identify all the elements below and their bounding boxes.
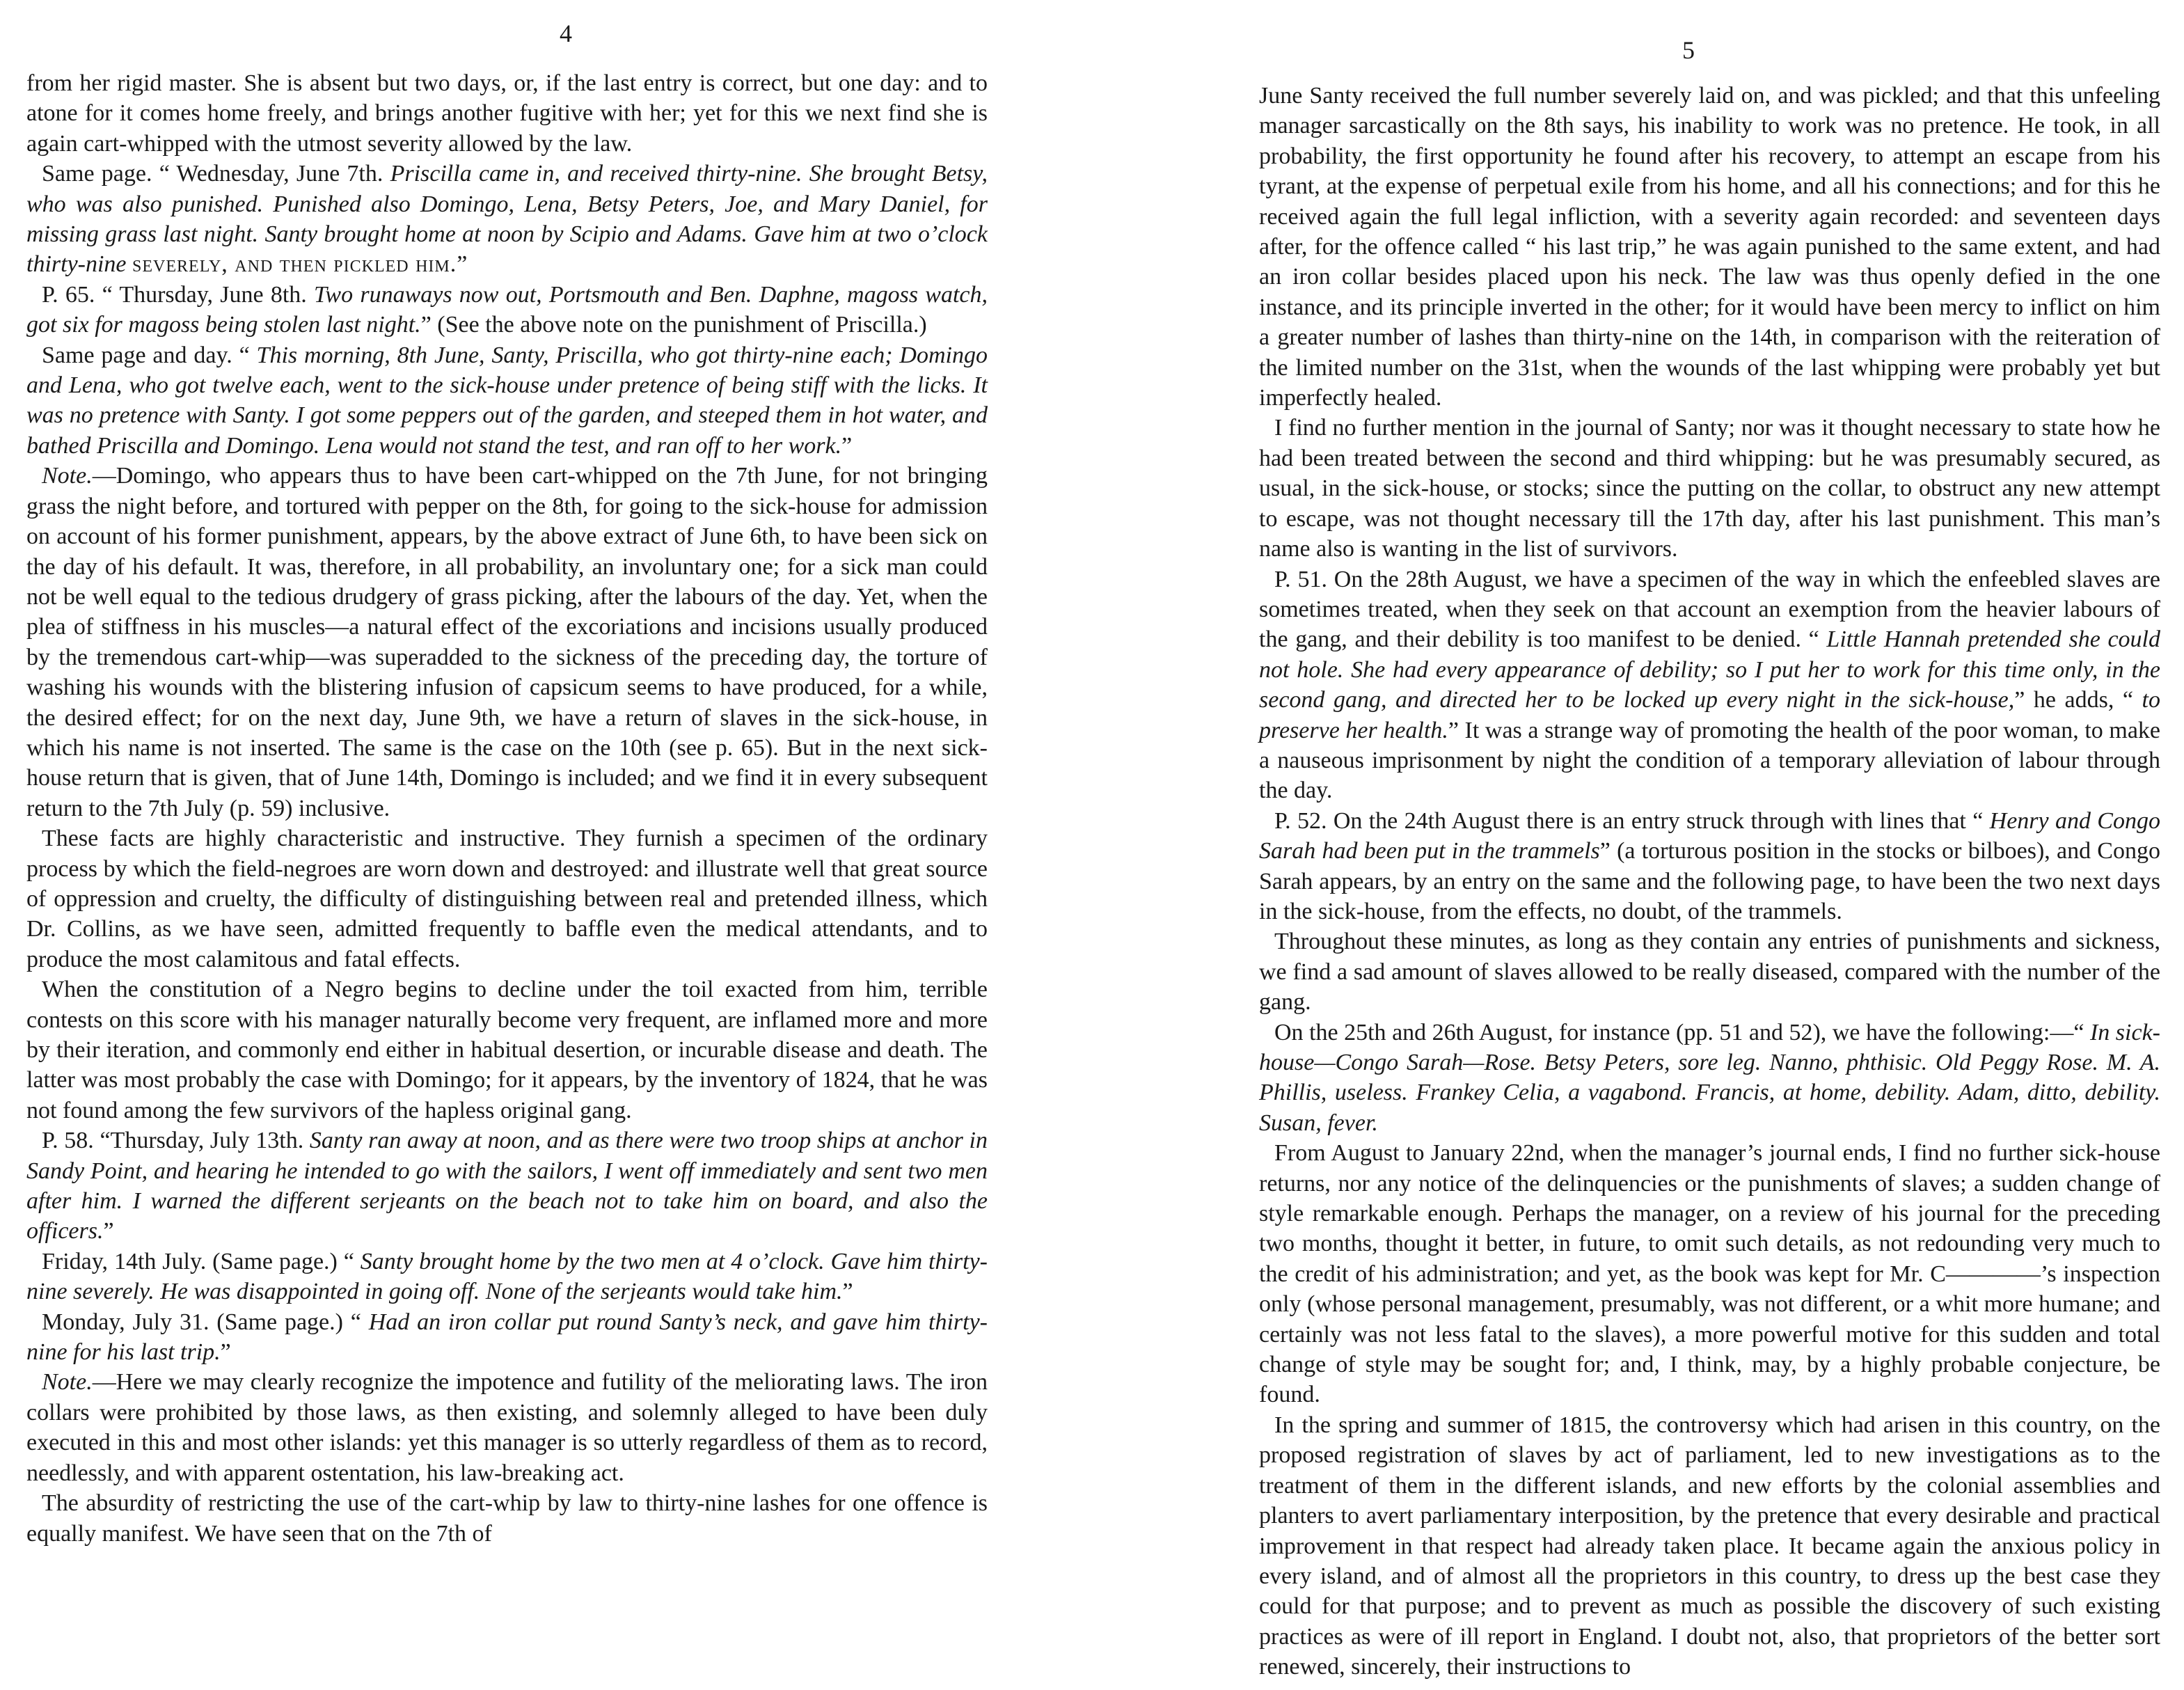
text-run: Throughout these minutes, as long as they contain any entries of punishments and sickness, we find a sad amount of slaves allowed to be really diseased, compared with the number of the gang. — [1259, 929, 2160, 1016]
italic-text: Had an iron collar put round Santy’s neck, and gave him thirty-nine for his last trip. — [26, 1309, 988, 1366]
paragraph — [26, 974, 988, 1126]
paragraph — [26, 1247, 988, 1307]
text-run: From August to January 22nd, when the manager’s journal ends, I find no further sick-house returns, nor any notice of the delinquencies or the punishments of slaves; a sudden change of style remarkable enough. Perhaps the manager, on a review of his journal for the preceding two months, thought it better, in future, to omit such details, as not redounding very much to the credit of his administration; and yet, as the book was kept for Mr. C————’s inspection only (whose personal management, presumably, was not different, or a whit more humane; and certainly was not less fatal to the slaves), a more powerful motive for this sudden and total change of style may be sought for; and, I think, may, by a highly probable conjecture, be found. — [1259, 1140, 2160, 1408]
text-run: June Santy received the full number severely laid on, and was pickled; and that this unfeeling manager sarcastically on the 8th says, his inability to work was no pretence. He took, in all probability, the first opportunity he found after his recovery, to attempt an escape from his tyrant, at the expense of perpetual exile from his home, and all his connections; and for this he received again the full legal infliction, with a severity again recorded: and seventeen days after, for the offence called “ his last trip,” he was again punished to the same extent, and had an iron collar besides placed upon his neck. The law was thus openly defied in the one instance, and its principle inverted in the other; for it would have been mercy to inflict on him a greater number of lashes than thirty-nine on the 14th, in comparison with the reiteration of the limited number on the 31st, when the wounds of the last whipping were probably yet but imperfectly healed. — [1259, 83, 2160, 411]
right-page — [1092, 0, 2184, 1690]
text-run: Friday, 14th July. (Same page.) “ — [42, 1248, 361, 1274]
text-run: ” — [457, 251, 468, 278]
text-run: In the spring and summer of 1815, the controversy which had arisen in this country, on the proposed registration of slaves by act of parliament, led to new investigations as to the treatment of them in the different islands, and new efforts by the colonial assemblies and planters to avert parliamentary interposition, by the pretence that every desirable and practical improvement in that respect had already taken place. It became again the anxious policy in every island, and of almost all the proprietors in this country, to dress up the best case they could for that purpose; and to prevent as much as possible the discovery of such existing practices as were of ill report in England. I doubt not, also, that proprietors of the better sort renewed, sincerely, their instructions to — [1259, 1412, 2160, 1680]
text-run: from her rigid master. She is absent but two days, or, if the last entry is correct, but one day: and to atone for it comes home freely, and brings another fugitive with her; yet for this we next find she is again cart-whipped with the utmost severity allowed by the law. — [26, 70, 988, 157]
text-run: ” (a torturous position in the stocks or bilboes), and Congo Sarah appears, by an entry on the same and the following page, to have been the two next days in the sick-house, from the effects, no doubt, of the trammels. — [1259, 838, 2160, 924]
paragraph — [1259, 926, 2160, 1017]
page-number: 5 — [1682, 36, 1695, 64]
italic-text: Note. — [42, 463, 93, 489]
paragraph — [1259, 1410, 2160, 1682]
text-run: ” he adds, “ — [2014, 687, 2142, 713]
paragraph — [26, 461, 988, 823]
text-run: ” — [842, 1279, 853, 1305]
italic-text: Note. — [42, 1369, 93, 1396]
text-run: —Domingo, who appears thus to have been cart-whipped on the 7th June, for not bringing grass the night before, and tortured with pepper on the 8th, for going to the sick-house for admission on account of his former punishment, appears, by the above extract of June 6th, to have been sick on the day of his default. It was, therefore, in all probability, an involuntary one; for a sick man could not be well equal to the tedious drudgery of grass picking, after the labours of the day. Yet, when the plea of stiffness in his muscles—a natural effect of the excoriations and incisions usually produced by the tremendous cart-whip—was superadded to the sickness of the preceding day, the torture of washing his wounds with the blistering infusion of capsicum seems to have produced, for a while, the desired effect; for on the next day, June 9th, we have a return of slaves in the sick-house, in which his name is not inserted. The same is the case on the 10th (see p. 65). But in the next sick-house return that is given, that of June 14th, Domingo is included; and we find it in every subsequent return to the 7th July (p. 59) inclusive. — [26, 463, 988, 821]
italic-text: This morning, 8th June, Santy, Priscilla, who got thirty-nine each; Domingo and Lena, who got twelve each, went to the sick-house under pretence of being stiff with the licks. It was no pretence with Santy. I got some peppers out of the garden, and steeped them in hot water, and bathed Priscilla and Domingo. Lena would not stand the test, and ran off to her work. — [26, 342, 988, 459]
paragraph — [1259, 1138, 2160, 1410]
text-run: —Here we may clearly recognize the impotence and futility of the meliorating laws. The iron collars were prohibited by those laws, as then existing, and solemnly alleged to have been duly executed in this and most other islands: yet this manager is so utterly regardless of them as to record, needlessly, and with apparent ostentation, his law-breaking act. — [26, 1369, 988, 1486]
text-run: P. 52. On the 24th August there is an entry struck through with lines that “ — [1274, 807, 1990, 834]
paragraph — [1259, 413, 2160, 564]
text-run: Monday, July 31. (Same page.) “ — [42, 1309, 369, 1335]
italic-text: Santy brought home by the two men at 4 o’clock. Gave him thirty-nine severely. He was disappointed in going off. None of the serjeants would take him. — [26, 1248, 988, 1305]
text-run: Same page. “ Wednesday, June 7th. — [42, 161, 390, 187]
paragraph — [1259, 806, 2160, 927]
text-run: ” — [841, 432, 853, 459]
page-number: 4 — [560, 19, 573, 47]
text-run: I find no further mention in the journal of Santy; nor was it thought necessary to state how he had been treated between the second and third whipping: but he was presumably secured, as usual, in the sick-house, or stocks; since the putting on the collar, to obstruct any new attempt to escape, was not thought necessary till the 17th day, after his last punishment. This man’s name also is wanting in the list of survivors. — [1259, 415, 2160, 562]
italic-text: Two runaways now out, Portsmouth and Ben. Daphne, magoss watch, got six for magoss being stolen last night. — [26, 281, 988, 338]
text-run: P. 65. “ Thursday, June 8th. — [42, 281, 315, 308]
paragraph — [26, 1307, 988, 1368]
text-run: ” (See the above note on the punishment of Priscilla.) — [420, 312, 927, 338]
text-run: ” — [103, 1218, 114, 1245]
paragraph — [1259, 1018, 2160, 1139]
small-caps-text: severely, and then pickled him. — [132, 251, 457, 278]
paragraph — [26, 823, 988, 974]
page-body — [1259, 81, 2160, 1682]
text-run: ” — [220, 1339, 231, 1366]
italic-text: to preserve her health. — [1259, 687, 2160, 743]
italic-text: In sick-house—Congo Sarah—Rose. Betsy Peters, sore leg. Nanno, phthisic. Old Peggy Rose. M. A. Phillis, useless. Frankey Celia, a vagabond. Francis, at home, debility. Adam, ditto, debility. Susan, fever. — [1259, 1019, 2160, 1136]
italic-text: Priscilla came in, and received thirty-nine. She brought Betsy, who was also punished. Punished also Domingo, Lena, Betsy Peters, Joe, and Mary Daniel, for missing grass last night. Santy brought home at noon by Scipio and Adams. Gave him at two o’clock thirty-nine — [26, 161, 988, 278]
text-run: These facts are highly characteristic and instructive. They furnish a specimen of the ordinary process by which the field-negroes are worn down and destroyed: and illustrate well that great source of oppression and cruelty, the difficulty of distinguishing between real and pretended illness, which Dr. Collins, as we have seen, admitted frequently to baffle even the medical attendants, and to produce the most calamitous and fatal effects. — [26, 826, 988, 972]
paragraph — [26, 1126, 988, 1247]
page-body — [26, 68, 988, 1549]
text-run: When the constitution of a Negro begins to decline under the toil exacted from him, terrible contests on this score with his manager naturally become very frequent, are inflamed more and more by their iteration, and commonly end either in habitual desertion, or incurable disease and death. The latter was most probably the case with Domingo; for it appears, by the inventory of 1824, that he was not found among the few survivors of the hapless original gang. — [26, 977, 988, 1123]
paragraph — [26, 340, 988, 461]
text-run: On the 25th and 26th August, for instance (pp. 51 and 52), we have the following:—“ — [1274, 1019, 2090, 1045]
text-run: ” It was a strange way of promoting the health of the poor woman, to make a nauseous imprisonment by night the condition of a temporary alleviation of labour through the day. — [1259, 717, 2161, 804]
italic-text: Santy ran away at noon, and as there were two troop ships at anchor in Sandy Point, and hearing he intended to go with the sailors, I went off immediately and sent two men after him. I warned the different serjeants on the beach not to take him on board, and also the officers. — [26, 1128, 988, 1245]
paragraph — [1259, 81, 2160, 413]
italic-text: Little Hannah pretended she could not hole. She had every appearance of debility; so I put her to work for this time only, in the second gang, and directed her to be locked up every night in the sick-house, — [1259, 626, 2160, 713]
paragraph — [26, 1488, 988, 1549]
paragraph — [26, 159, 988, 280]
paragraph — [1259, 564, 2160, 806]
paragraph — [26, 1367, 988, 1488]
paragraph — [26, 280, 988, 340]
text-run: P. 58. “Thursday, July 13th. — [42, 1128, 310, 1154]
italic-text: Henry and Congo Sarah had been put in the trammels — [1259, 807, 2160, 864]
paragraph — [26, 68, 988, 159]
text-run: P. 51. On the 28th August, we have a specimen of the way in which the enfeebled slaves are sometimes treated, when they seek on that account an exemption from the heavier labours of the gang, and their debility is too manifest to be denied. “ — [1259, 566, 2160, 653]
text-run: The absurdity of restricting the use of the cart-whip by law to thirty-nine lashes for one offence is equally manifest. We have seen that on the 7th of — [26, 1490, 988, 1547]
text-run: Same page and day. “ — [42, 342, 257, 368]
